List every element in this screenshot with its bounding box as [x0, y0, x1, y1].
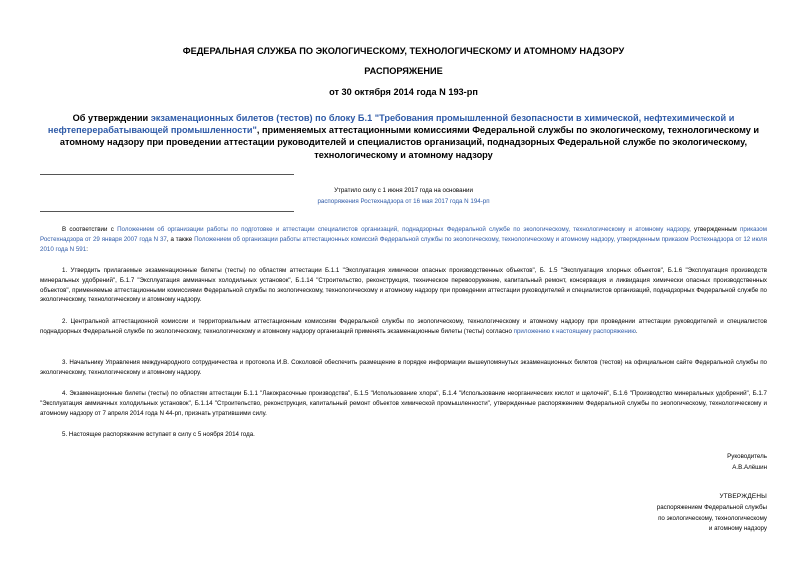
approval-block	[657, 490, 767, 535]
intro-text-1: В соответствии с	[62, 226, 118, 233]
paragraph-4: 4. Экзаменационные билеты (тесты) по областям аттестации Б.1.1 "Лакокрасочные производства", Б.1.5 "Использование хлора", Б.1.4 "Использование неорганических кислот и щелочей", Б.1.6 "Производство минеральных удобрений", Б.1.7 "Эксплуатация аммиачных холодильных установок", Б.1.14 "Строительство, реконструкция, капитальный ремонт объектов химической промышленности", утвержденные распоряжением Федеральной службы по экологическому, технологическому и атомному надзору от 7 апреля 2014 года N 44-рп, признать утратившими силу.	[40, 390, 767, 417]
document-type: РАСПОРЯЖЕНИЕ	[364, 66, 443, 76]
paragraph-5: 5. Настоящее распоряжение вступает в силу с 5 ноября 2014 года.	[62, 431, 255, 438]
intro-link-commissions[interactable]: Положением об организации работы аттестационных комиссий Федеральной службы по экологическому, технологическому и атомному надзору, утвержденным приказом Ростехнадзора от 12 июля 2010 года N 591	[40, 235, 767, 253]
approval-line-2: по экологическому, технологическому	[658, 514, 767, 522]
agency-name: ФЕДЕРАЛЬНАЯ СЛУЖБА ПО ЭКОЛОГИЧЕСКОМУ, ТЕХНОЛОГИЧЕСКОМУ И АТОМНОМУ НАДЗОРУ	[182, 46, 625, 56]
status-line: Утратило силу с 1 июня 2017 года на основании	[334, 187, 473, 194]
intro-text-2: , утвержденным	[689, 226, 741, 233]
approval-line-3: и атомному надзору	[708, 525, 767, 532]
signer-role: Руководитель	[727, 453, 767, 460]
paragraph-2	[40, 317, 767, 337]
title-tickets-link[interactable]: экзаменационных билетов (тестов) по блоку Б.1 "Требования промышленной безопасности в химической, нефтехимической и нефтеперерабатывающей промышленности"	[47, 113, 735, 136]
title-text-2: , применяемых аттестационными комиссиями Федеральной службы по экологическому, технологическому и атомному надзору при проведении аттестации руководителей и специалистов организаций, поднадзорных Федеральной службе по экологическому, технологическому и атомному надзору	[59, 125, 760, 160]
title-text-1: Об утверждении	[72, 113, 151, 123]
intro-paragraph	[40, 225, 767, 254]
approval-line-1: распоряжением Федеральной службы	[656, 504, 767, 511]
paragraph-2-text: 2. Центральной аттестационной комиссии и территориальным аттестационным комиссиям Федеральной службы по экологическому, технологическому и атомному надзору при проведении аттестации руководителей и специалистов поднадзорных Федеральной службе по экологическому, технологическому и атомному надзору организаций применять экзаменационные билеты (тесты) согласно	[40, 318, 767, 335]
paragraph-1: 1. Утвердить прилагаемые экзаменационные билеты (тесты) по областям аттестации Б.1.1 "Эксплуатация химически опасных производственных объектов", Б. 1.5 "Эксплуатация хлорных объектов", Б.1.6 "Эксплуатация производств минеральных удобрений", Б.1.7 "Эксплуатация аммиачных холодильных установок", Б.1.14 "Строительство, реконструкция, техническое перевооружение, капитальный ремонт, консервация и ликвидация химически опасных производственных объектов", применяемые аттестационными комиссиями Федеральной службы по экологическому, технологическому и атомному надзору при проведении аттестации руководителей и специалистов организаций, поднадзорных Федеральной службе по экологическому, технологическому и атомному надзору.	[40, 267, 767, 304]
divider-top	[40, 174, 294, 175]
approval-heading: УТВЕРЖДЕНЫ	[719, 493, 767, 500]
intro-link-order[interactable]: приказом Ростехнадзора от 29 января 2007 года N 37	[40, 226, 767, 243]
signer-name: А.В.Алёшин	[732, 464, 767, 471]
intro-text-4: :	[86, 245, 88, 253]
document-title	[42, 112, 765, 161]
intro-text-3: , а также	[166, 235, 195, 243]
status-note	[250, 186, 557, 207]
appendix-link[interactable]: приложению к настоящему распоряжению	[513, 327, 636, 335]
paragraph-3: 3. Начальнику Управления международного сотрудничества и протокола И.В. Соколовой обеспечить размещение в порядке информации вышеупомянутых экзаменационных билетов (тестов) на официальном сайте Федеральной службы по экологическому, технологическому и атомному надзору.	[40, 359, 767, 376]
status-link[interactable]: распоряжения Ростехнадзора от 16 мая 2017 года N 194-рп	[317, 197, 490, 205]
document-date-number: от 30 октября 2014 года N 193-рп	[329, 87, 478, 97]
signature-block	[727, 451, 767, 473]
divider-bottom	[40, 211, 294, 212]
paragraph-2-end: .	[635, 327, 638, 335]
intro-link-regulation[interactable]: Положением об организации работы по подготовке и аттестации специалистов организаций, поднадзорных Федеральной службе по экологическому, технологическому и атомному надзору	[117, 226, 690, 233]
